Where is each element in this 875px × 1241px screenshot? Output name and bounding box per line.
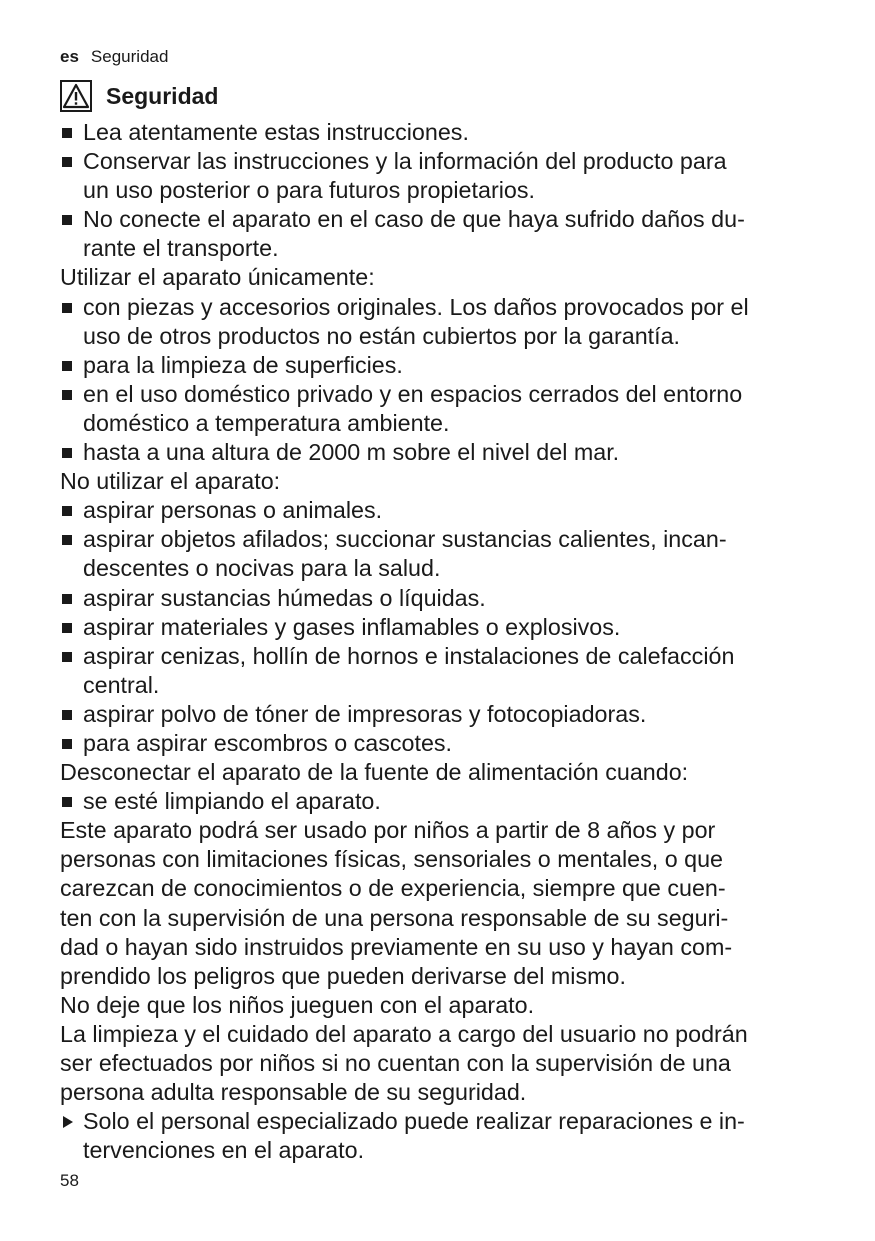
- paragraph-line: Utilizar el aparato únicamente:: [60, 264, 375, 291]
- list-item-continuation: central.: [83, 671, 160, 698]
- section-heading: [60, 80, 218, 112]
- list-item: en el uso doméstico privado y en espacios cerrados del entorno: [60, 380, 825, 409]
- paragraph-line: prendido los peligros que pueden derivarse del mismo.: [60, 962, 626, 989]
- list-item: con piezas y accesorios originales. Los daños provocados por el: [60, 293, 825, 322]
- paragraph-line: La limpieza y el cuidado del aparato a cargo del usuario no podrán: [60, 1020, 748, 1047]
- bullet-square-icon: [62, 739, 72, 749]
- list-item-continuation: descentes o nocivas para la salud.: [83, 555, 441, 582]
- paragraph-line: dad o hayan sido instruidos previamente en su uso y hayan com-: [60, 933, 733, 960]
- list-item: aspirar cenizas, hollín de hornos e instalaciones de calefacción: [60, 642, 825, 671]
- bullet-square-icon: [62, 157, 72, 167]
- bullet-square-icon: [62, 215, 72, 225]
- bullet-square-icon: [62, 506, 72, 516]
- page-title: Seguridad: [106, 83, 219, 109]
- running-header: [60, 46, 168, 68]
- safety-instructions: [60, 118, 825, 1165]
- instruction-step: Solo el personal especializado puede realizar reparaciones e in-: [60, 1107, 825, 1136]
- arrow-right-icon: [63, 1116, 73, 1128]
- bullet-square-icon: [62, 710, 72, 720]
- paragraph-line: carezcan de conocimientos o de experiencia, siempre que cuen-: [60, 875, 726, 902]
- paragraph-line: ser efectuados por niños si no cuentan con la supervisión de una: [60, 1050, 731, 1076]
- list-item: aspirar sustancias húmedas o líquidas.: [60, 584, 825, 613]
- bullet-square-icon: [62, 303, 72, 313]
- paragraph-line: No deje que los niños jueguen con el aparato.: [60, 991, 535, 1018]
- list-item: Conservar las instrucciones y la información del producto para: [60, 147, 825, 176]
- bullet-square-icon: [62, 128, 72, 138]
- list-item: hasta a una altura de 2000 m sobre el nivel del mar.: [60, 438, 825, 467]
- list-item: para la limpieza de superficies.: [60, 351, 825, 380]
- bullet-square-icon: [62, 390, 72, 400]
- paragraph-line: persona adulta responsable de su seguridad.: [60, 1079, 527, 1106]
- paragraph-line: Desconectar el aparato de la fuente de alimentación cuando:: [60, 759, 689, 786]
- list-item: No conecte el aparato en el caso de que haya sufrido daños du-: [60, 205, 825, 234]
- bullet-square-icon: [62, 623, 72, 633]
- list-item: se esté limpiando el aparato.: [60, 787, 825, 816]
- paragraph-line: Este aparato podrá ser usado por niños a partir de 8 años y por: [60, 817, 716, 844]
- list-item: aspirar polvo de tóner de impresoras y fotocopiadoras.: [60, 700, 825, 729]
- bullet-square-icon: [62, 535, 72, 545]
- paragraph-line: No utilizar el aparato:: [60, 468, 281, 495]
- list-item-continuation: doméstico a temperatura ambiente.: [83, 409, 450, 436]
- list-item-continuation: uso de otros productos no están cubiertos por la garantía.: [83, 322, 681, 349]
- list-item-continuation: rante el transporte.: [83, 235, 279, 262]
- list-item: aspirar objetos afilados; succionar sustancias calientes, incan-: [60, 525, 825, 554]
- paragraph-line: ten con la supervisión de una persona responsable de su seguri-: [60, 904, 729, 931]
- bullet-square-icon: [62, 594, 72, 604]
- list-item: para aspirar escombros o cascotes.: [60, 729, 825, 758]
- language-code: es: [60, 47, 79, 66]
- bullet-square-icon: [62, 361, 72, 371]
- bullet-square-icon: [62, 797, 72, 807]
- list-item: aspirar personas o animales.: [60, 496, 825, 525]
- list-item: Lea atentamente estas instrucciones.: [60, 118, 825, 147]
- paragraph-line: personas con limitaciones físicas, sensoriales o mentales, o que: [60, 846, 724, 873]
- header-section-title: Seguridad: [90, 47, 169, 66]
- list-item: aspirar materiales y gases inflamables o explosivos.: [60, 613, 825, 642]
- warning-icon: [60, 80, 92, 112]
- bullet-square-icon: [62, 652, 72, 662]
- bullet-square-icon: [62, 448, 72, 458]
- page-number: 58: [60, 1171, 79, 1190]
- list-item-continuation: un uso posterior o para futuros propietarios.: [83, 177, 535, 204]
- instruction-step-continuation: tervenciones en el aparato.: [83, 1137, 365, 1164]
